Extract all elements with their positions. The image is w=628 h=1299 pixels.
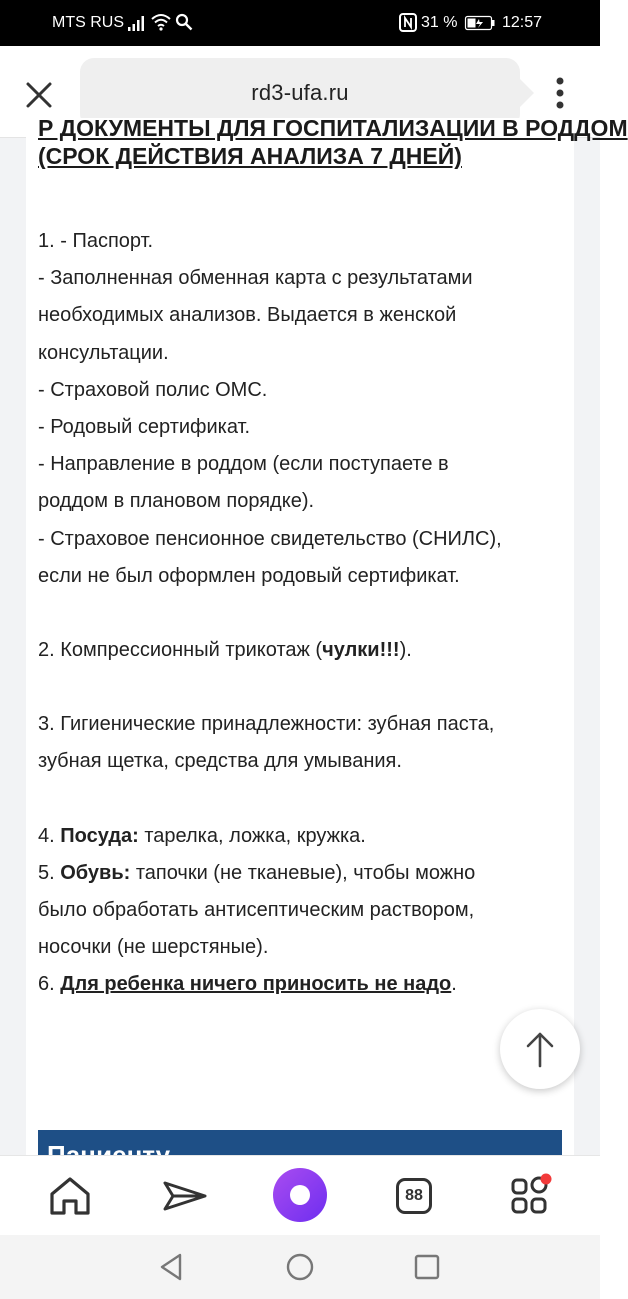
- wifi-icon: [151, 13, 171, 31]
- article-card: [26, 115, 628, 1178]
- list-item: - Родовый сертификат.: [38, 416, 251, 439]
- close-button[interactable]: [18, 74, 60, 116]
- spacer: [38, 211, 558, 223]
- battery-icon: [465, 16, 495, 30]
- home-button[interactable]: [44, 1170, 96, 1222]
- arrow-up-icon: [525, 1030, 555, 1068]
- list-item: - Страховое пенсионное свидетельство (СНИЛС),: [38, 527, 502, 550]
- recents-icon: [413, 1253, 441, 1281]
- list-item: необходимых анализов. Выдается в женской: [38, 304, 457, 327]
- spacer: [38, 669, 558, 706]
- list-item-hygiene: 3. Гигиенические принадлежности: зубная паста,: [38, 713, 495, 736]
- item-emphasis: Посуда:: [60, 824, 139, 847]
- battery-percent: 31 %: [421, 14, 458, 31]
- browser-toolbar: [0, 1155, 600, 1235]
- item-text: 4.: [38, 824, 61, 847]
- item-text: 2. Компрессионный трикотаж (: [38, 639, 323, 662]
- list-item-shoes-cont: носочки (не шерстяные).: [38, 936, 269, 959]
- list-item-shoes-cont: было обработать антисептическим раствором,: [38, 899, 475, 922]
- services-button[interactable]: [503, 1170, 555, 1222]
- spacer: [38, 174, 558, 211]
- system-navigation-bar: [0, 1235, 600, 1299]
- list-item-dishes: [38, 818, 558, 855]
- list-item: - Заполненная обменная карта с результатами: [38, 267, 473, 290]
- tabs-icon: 88: [396, 1178, 432, 1214]
- item-emphasis: Обувь:: [60, 861, 131, 884]
- alice-icon: [287, 1182, 313, 1208]
- list-item: 1. - Паспорт.: [38, 230, 154, 252]
- close-icon: [25, 81, 53, 109]
- more-menu-button[interactable]: [544, 70, 576, 116]
- home-icon: [47, 1175, 93, 1217]
- back-button[interactable]: [155, 1251, 187, 1283]
- list-item-shoes: [38, 855, 558, 892]
- status-bar: [0, 0, 600, 46]
- search-icon: [175, 13, 193, 31]
- home-nav-button[interactable]: [284, 1251, 316, 1283]
- back-icon: [158, 1252, 184, 1282]
- signal-icon: [127, 14, 147, 32]
- list-item-stockings: [38, 632, 558, 669]
- alice-assistant-button[interactable]: [273, 1168, 327, 1222]
- notification-dot: [541, 1174, 552, 1185]
- list-item: если не был оформлен родовый сертификат.: [38, 564, 460, 587]
- recents-button[interactable]: [411, 1251, 443, 1283]
- item-emphasis: Для ребенка ничего приносить не надо: [60, 973, 452, 996]
- tabs-button[interactable]: [388, 1170, 440, 1222]
- more-vertical-icon: [555, 76, 565, 110]
- item-text: ).: [399, 639, 412, 662]
- share-icon: [162, 1179, 208, 1213]
- section-heading: (СРОК ДЕЙСТВИЯ АНАЛИЗА 7 ДНЕЙ): [38, 143, 462, 169]
- nfc-icon: [399, 13, 417, 32]
- item-text: тарелка, ложка, кружка.: [138, 824, 366, 847]
- list-item: - Страховой полис ОМС.: [38, 378, 268, 401]
- list-item: - Направление в роддом (если поступаете в: [38, 453, 449, 476]
- share-button[interactable]: [159, 1170, 211, 1222]
- item-text: тапочки (не тканевые), чтобы можно: [130, 861, 476, 884]
- article-text: [38, 115, 628, 1004]
- list-item-baby: [38, 966, 558, 1003]
- item-text: 5.: [38, 861, 61, 884]
- services-icon: [505, 1172, 553, 1220]
- list-item: роддом в плановом порядке).: [38, 490, 315, 513]
- spacer: [38, 781, 558, 818]
- section-heading-clipped: Р ДОКУМЕНТЫ ДЛЯ ГОСПИТАЛИЗАЦИИ В РОДДОМ: [38, 115, 628, 141]
- item-text: .: [451, 973, 457, 996]
- home-circle-icon: [285, 1252, 315, 1282]
- item-emphasis: чулки!!!: [322, 639, 400, 662]
- list-item: консультации.: [38, 341, 169, 364]
- list-item-hygiene-cont: зубная щетка, средства для умывания.: [38, 750, 402, 773]
- scroll-to-top-button[interactable]: [500, 1009, 580, 1089]
- item-text: 6.: [38, 973, 61, 996]
- carrier-name: MTS RUS: [52, 14, 124, 31]
- clock: 12:57: [502, 14, 543, 31]
- web-page: [0, 115, 628, 1155]
- spacer: [38, 595, 558, 632]
- url-text: rd3-ufa.ru: [251, 80, 349, 105]
